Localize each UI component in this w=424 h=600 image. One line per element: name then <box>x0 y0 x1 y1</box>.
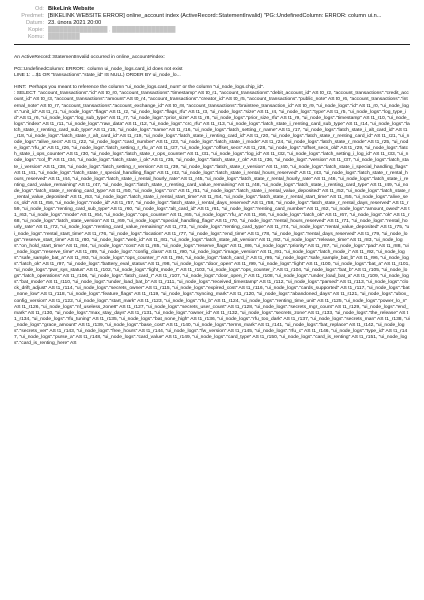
date-value: 23. února 2021 20:00 <box>48 20 102 26</box>
intro-text: An ActiveRecord::StatementInvalid occurred in online_account#index: <box>14 55 165 60</box>
from-label: Od: <box>34 6 44 12</box>
subject-value: [BIKELINK WEBSITE ERROR] online_account index (ActiveRecord::StatementInvalid) "PG::UndefinedColumn: ERROR: column ui.n... <box>48 13 382 19</box>
to-value[interactable]: ████████ <box>48 34 80 40</box>
date-label: Datum: <box>25 20 44 26</box>
subject-row <box>14 13 410 20</box>
email-header <box>14 6 410 41</box>
sql-hint-text: HINT: Perhaps you meant to reference the column "ui_node_logs.card_num" or the column "ui_node_logs.chip_id". : SELECT "account_transactions"."id" AS t0_r0, "account_transactions"."timestamp" AS t0_r1, "account_transactions"."debit_account_id" AS t0_r2, "account_transactions"."credit_account_id" AS t0_r3, "account_transactions"."amount" AS t0_r4, "account_transactions"."creator_id" AS t0_r5, "account_transactions"."public_note" AS t0_r6, "account_transactions"."internal_note" AS t0_r7, "account_transactions"."account_exchange_id" AS t0_r8, "account_transactions"."braintree_transaction_id" AS t0_r9, "ui_node_logs"."id" AS t1_r0, "ui_node_logs"."unit_id" AS t1_r1, "ui_node_logs"."flags" AS t1_r2, "ui_node_logs"."flags_rfu" AS t1_r3, "ui_node_logs"."size" AS t1_r4, "ui_node_logs"."type" AS t1_r5, "ui_node_logs"."log_type_id" AS t1_r6, "ui_node_logs"."log_sub_type" AS t1_r7, "ui_node_logs"."prior_size" AS t1_r8, "ui_node_logs"."prior_size_rfu" AS t1_r9, "ui_node_logs"."timestamp" AS t1_r10, "ui_node_logs"."index" AS t1_r11, "ui_node_logs"."raw_data" AS t1_r12, "ui_node_logs"."crc_rfu" AS t1_r13, "ui_node_logs"."latch_state_i_renting_card_sub_type" AS t1_r14, "ui_node_logs"."latch_state_r_renting_card_sub_type" AS t1_r15, "ui_node_logs"."name" AS t1_r16, "ui_node_logs"."latch_setting_r_name" AS t1_r17, "ui_node_logs"."latch_state_i_alt_card_id" AS t1_r18, "ui_node_logs"."latch_state_r_alt_card_id" AS t1_r19, "ui_node_logs"."latch_state_i_renting_card_id" AS t1_r20, "ui_node_logs"."latch_state_r_renting_card_id" AS t1_r21, "ui_node_logs"."alive_secs" AS t1_r22, "ui_node_logs"."card_number" AS t1_r23, "ui_node_logs"."latch_state_i_mode" AS t1_r24, "ui_node_logs"."latch_state_r_mode" AS t1_r25, "ui_node_logs"."rfu_a" AS t1_r26, "ui_node_logs"."latch_setting_r_rfu_a" AS t1_r27, "ui_node_logs"."offset_secs" AS t1_r28, "ui_node_logs"."offset_secs_old" AS t1_r29, "ui_node_logs"."latch_state_i_ops_counter" AS t1_r30, "ui_node_logs"."latch_state_r_ops_counter" AS t1_r31, "ui_node_logs"."log_id" AS t1_r32, "ui_node_logs"."latch_setting_i_log_id" AS t1_r33, "ui_node_logs"."col_ff" AS t1_r34, "ui_node_logs"."latch_state_i_ok" AS t1_r35, "ui_node_logs"."latch_state_r_ok" AS t1_r36, "ui_node_logs"."version" AS t1_r37, "ui_node_logs"."latch_state_i_version" AS t1_r38, "ui_node_logs"."latch_setting_r_version" AS t1_r39, "ui_node_logs"."latch_state_r_version" AS t1_r40, "ui_node_logs"."latch_state_i_special_handling_flags" AS t1_r41, "ui_node_logs"."latch_state_r_special_handling_flags" AS t1_r42, "ui_node_logs"."latch_state_i_rental_hours_reserved" AS t1_r43, "ui_node_logs"."latch_state_r_rental_hours_reserved" AS t1_r44, "ui_node_logs"."latch_state_i_rental_hourly_rate" AS t1_r45, "ui_node_logs"."latch_state_r_rental_hourly_rate" AS t1_r46, "ui_node_logs"."latch_state_i_renting_card_value_remaining" AS t1_r47, "ui_node_logs"."latch_state_r_renting_card_value_remaining" AS t1_r48, "ui_node_logs"."latch_state_i_renting_card_type" AS t1_r49, "ui_node_logs"."latch_state_r_renting_card_type" AS t1_r50, "ui_node_logs"."crc" AS t1_r51, "ui_node_logs"."latch_state_i_rental_value_deposited" AS t1_r52, "ui_node_logs"."latch_state_r_rental_value_deposited" AS t1_r53, "ui_node_logs"."latch_state_i_rental_start_time" AS t1_r54, "ui_node_logs"."latch_state_r_rental_start_time" AS t1_r55, "ui_node_logs"."alive_secs_old" AS t1_r56, "ui_node_logs"."node_id" AS t1_r57, "ui_node_logs"."latch_state_i_rental_days_reserved" AS t1_r58, "ui_node_logs"."latch_state_r_rental_days_reserved" AS t1_r59, "ui_node_logs"."renting_card_sub_type" AS t1_r60, "ui_node_logs"."alt_card_id" AS t1_r61, "ui_node_logs"."renting_card_number" AS t1_r62, "ui_node_logs"."amount_owed" AS t1_r63, "ui_node_logs"."mode" AS t1_r64, "ui_node_logs"."ops_counter" AS t1_r65, "ui_node_logs"."rfu_a" AS t1_r66, "ui_node_logs"."latch_ok" AS t1_r67, "ui_node_logs"."ok" AS t1_r68, "ui_node_logs"."latch_state_version" AS t1_r69, "ui_node_logs"."special_handling_flags" AS t1_r70, "ui_node_logs"."rental_hours_reserved" AS t1_r71, "ui_node_logs"."rental_hourly_rate" AS t1_r72, "ui_node_logs"."renting_card_value_remaining" AS t1_r73, "ui_node_logs"."renting_card_type" AS t1_r74, "ui_node_logs"."rental_value_deposited" AS t1_r75, "ui_node_logs"."rental_start_time" AS t1_r76, "ui_node_logs"."location" AS t1_r77, "ui_node_logs"."end_time" AS t1_r78, "ui_node_logs"."rental_days_reserved" AS t1_r79, "ui_node_logs"."reserve_start_time" AS t1_r80, "ui_node_logs"."web_id" AS t1_r81, "ui_node_logs"."latch_state_alt_version" AS t1_r82, "ui_node_logs"."release_time" AS t1_r83, "ui_node_logs"."on_hold_start_time" AS t1_r84, "ui_node_logs"."cost" AS t1_r85, "ui_node_logs"."reserve_flags" AS t1_r86, "ui_node_logs"."priority" AS t1_r87, "ui_node_logs"."pad" AS t1_r88, "ui_node_logs"."reserve_time" AS t1_r89, "ui_node_logs"."config_class" AS t1_r90, "ui_node_logs"."image_version" AS t1_r91, "ui_node_logs"."latch_mode_i" AS t1_r92, "ui_node_logs"."safe_sample_bat_a" AS t1_r93, "ui_node_logs"."ops_counter_r" AS t1_r94, "ui_node_logs"."latch_card_i" AS t1_r95, "ui_node_logs"."safe_sample_bat_b" AS t1_r96, "ui_node_logs"."latch_ok" AS t1_r97, "ui_node_logs"."battery_eval_status" AS t1_r98, "ui_node_logs"."door_open" AS t1_r99, "ui_node_logs"."light" AS t1_r100, "ui_node_logs"."bat_a" AS t1_r101, "ui_node_logs"."pwr_sys_status" AS t1_r102, "ui_node_logs"."light_mode_r" AS t1_r103, "ui_node_logs"."ops_counter_i" AS t1_r104, "ui_node_logs"."bat_b" AS t1_r105, "ui_node_logs"."latch_operations" AS t1_r106, "ui_node_logs"."latch_card_r" AS t1_r107, "ui_node_logs"."door_open_i" AS t1_r108, "ui_node_logs"."under_load_bat_a" AS t1_r109, "ui_node_logs"."bat_mode" AS t1_r110, "ui_node_logs"."under_load_bat_b" AS t1_r111, "ui_node_logs"."received_timestamp" AS t1_r112, "ui_node_logs"."parsed" AS t1_r113, "ui_node_logs"."clock_drift_adjust" AS t1_r114, "ui_node_logs"."secrets_owner" AS t1_r115, "ui_node_logs"."expired_cost" AS t1_r116, "ui_node_logs"."cards_supported" AS t1_r117, "ui_node_logs"."bat_none_low" AS t1_r118, "ui_node_logs"."feature_flags" AS t1_r119, "ui_node_logs"."syncing_mark" AS t1_r120, "ui_node_logs"."abandoned_days" AS t1_r121, "ui_node_logs"."ubox_config_version" AS t1_r122, "ui_node_logs"."start_mark" AS t1_r123, "ui_node_logs"."rfu_b" AS t1_r124, "ui_node_logs"."renting_time_unit" AS t1_r125, "ui_node_logs"."power_lo_n" AS t1_r126, "ui_node_logs"."nf_useless_zone8" AS t1_r127, "ui_node_logs"."secrets_user_count" AS t1_r128, "ui_node_logs"."secrets_mgr_count" AS t1_r129, "ui_node_logs"."end_mark" AS t1_r130, "ui_node_logs"."max_stay_days" AS t1_r131, "ui_node_logs"."owner_id" AS t1_r132, "ui_node_logs"."secrets_zone" AS t1_r133, "ui_node_logs"."the_release" AS t1_r134, "ui_node_logs"."rfu_tuning" AS t1_r135, "ui_node_logs"."bat_none_high" AS t1_r136, "ui_node_logs"."rfu_too_dark" AS t1_r137, "ui_node_logs"."secrets_man" AS t1_r138, "ui_node_logs"."grace_amount" AS t1_r139, "ui_node_logs"."base_cost" AS t1_r140, "ui_node_logs"."terms_mark" AS t1_r141, "ui_node_logs"."bat_replace" AS t1_r142, "ui_node_logs"."secrets_ver" AS t1_r143, "ui_node_logs"."free_hours" AS t1_r144, "ui_node_logs"."fw_version" AS t1_r145, "ui_node_logs"."rfu_c" AS t1_r146, "ui_node_logs"."type_id" AS t1_r147, "ui_node_logs"."purse_a" AS t1_r148, "ui_node_logs"."card_value" AS t1_r149, "ui_node_logs"."card_type" AS t1_r150, "ui_node_logs"."card_is_renting" AS t1_r151, "ui_node_logs"."card_is_renting_here" AS <box>14 85 410 347</box>
to-label: Komu: <box>27 34 44 40</box>
header-divider <box>14 44 410 45</box>
cc-label: Kopie: <box>28 27 44 33</box>
to-row <box>14 34 410 41</box>
date-row <box>14 20 410 27</box>
cc-value[interactable]: ███████████████ , ████████████████ <box>48 27 176 33</box>
from-value[interactable]: BikeLink Website <box>48 6 95 12</box>
subject-label: Predmet: <box>21 13 44 19</box>
cc-row <box>14 27 410 34</box>
from-row <box>14 6 410 13</box>
error-message: PG::UndefinedColumn: ERROR: column ui_node_logs.card_id does not exist LINE 1: ...$1 OR "transactions"."state_id" IS NULL) ORDER BY ui_node_lo... <box>14 67 183 79</box>
